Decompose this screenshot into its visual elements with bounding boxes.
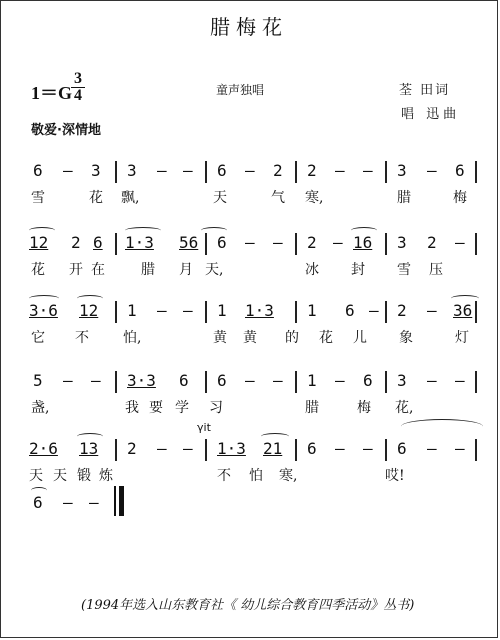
- note: –: [245, 161, 255, 180]
- note: 2: [71, 233, 81, 252]
- time-denominator: 4: [74, 87, 82, 104]
- note: 2·6: [29, 439, 58, 458]
- bar-line: [385, 371, 387, 393]
- note: 6: [345, 301, 355, 320]
- lyric: 不: [217, 468, 231, 484]
- note: –: [369, 301, 379, 320]
- note: –: [335, 161, 345, 180]
- note: 6: [217, 371, 227, 390]
- bar-line: [205, 233, 207, 255]
- note: 6: [93, 233, 103, 252]
- bar-line: [295, 301, 297, 323]
- lyric: 怕: [249, 468, 263, 484]
- note: 6: [33, 161, 43, 180]
- lyric: 哎!: [385, 468, 405, 484]
- notes-row: [23, 439, 483, 463]
- bar-line: [295, 439, 297, 461]
- lyrics-row: [23, 327, 483, 347]
- lyric: 黄: [213, 330, 227, 346]
- note: 6: [217, 233, 227, 252]
- bar-line: [385, 161, 387, 183]
- lyric: 花,: [395, 400, 414, 416]
- lyric: 它: [31, 330, 45, 346]
- note: 2: [427, 233, 437, 252]
- lyric: 炼: [99, 468, 113, 484]
- lyric: 雪: [397, 262, 411, 278]
- expression-mark: 敬爱·深情地: [31, 123, 101, 138]
- note: 2: [307, 233, 317, 252]
- bar-line: [115, 233, 117, 255]
- lyric: 盏,: [31, 400, 50, 416]
- note: 1·3: [125, 233, 154, 252]
- note: 3·6: [29, 301, 58, 320]
- score-system-6: [23, 493, 483, 553]
- lyric: 花: [31, 262, 45, 278]
- lyrics-row: [23, 397, 483, 417]
- lyric: 儿: [353, 330, 367, 346]
- note: 2: [127, 439, 137, 458]
- bar-line: [475, 161, 477, 183]
- note: –: [245, 233, 255, 252]
- score-system-5: [23, 439, 483, 499]
- note: 6: [217, 161, 227, 180]
- note: 36: [453, 301, 473, 320]
- score-system-1: [23, 161, 483, 221]
- notes-row: [23, 233, 483, 257]
- marking-text: γit: [197, 421, 211, 434]
- lyric: 怕,: [123, 330, 142, 346]
- lyricist-credit: 荃 田词: [399, 83, 451, 98]
- lyric: 黄: [243, 330, 257, 346]
- lyric: 锻: [77, 468, 91, 484]
- bar-line: [115, 161, 117, 183]
- note: 21: [263, 439, 283, 458]
- note: –: [455, 233, 465, 252]
- note: –: [273, 371, 283, 390]
- lyric: 天: [53, 468, 67, 484]
- bar-line: [295, 161, 297, 183]
- lyric: 冰: [305, 262, 319, 278]
- note: –: [89, 493, 99, 512]
- bar-line: [385, 301, 387, 323]
- song-title: 腊梅花: [210, 15, 288, 39]
- final-barline-thick: [119, 486, 124, 516]
- note: –: [427, 439, 437, 458]
- note: –: [455, 439, 465, 458]
- bar-line: [115, 439, 117, 461]
- lyric: 气: [271, 190, 285, 206]
- score-system-2: [23, 233, 483, 293]
- lyric: 天,: [205, 262, 224, 278]
- bar-line: [205, 301, 207, 323]
- note: –: [63, 371, 73, 390]
- lyric: 要: [149, 400, 163, 416]
- note: –: [183, 161, 193, 180]
- lyric: 天: [213, 190, 227, 206]
- bar-line: [115, 371, 117, 393]
- note: 1·3: [217, 439, 246, 458]
- composer-credit: 唱 迅曲: [401, 107, 461, 122]
- lyric: 梅: [453, 190, 467, 206]
- note: 3: [397, 371, 407, 390]
- lyric: 腊: [305, 400, 319, 416]
- bar-line: [205, 439, 207, 461]
- bar-line: [295, 233, 297, 255]
- lyric: 在: [91, 262, 105, 278]
- lyric: 的: [285, 330, 299, 346]
- note: –: [183, 301, 193, 320]
- time-numerator: 3: [74, 70, 82, 87]
- note: 56: [179, 233, 199, 252]
- note: –: [335, 371, 345, 390]
- note: 1: [307, 371, 317, 390]
- notes-row: [23, 493, 483, 517]
- lyric: 雪: [31, 190, 45, 206]
- note: 1: [127, 301, 137, 320]
- note: 3: [127, 161, 137, 180]
- lyric: 腊: [141, 262, 155, 278]
- lyric: 封: [351, 262, 365, 278]
- notes-row: [23, 371, 483, 395]
- key-signature: 1＝G: [31, 83, 73, 103]
- bar-line: [115, 301, 117, 323]
- lyrics-row: [23, 465, 483, 485]
- bar-line: [205, 161, 207, 183]
- note: –: [245, 371, 255, 390]
- note: 6: [179, 371, 189, 390]
- note: 1: [217, 301, 227, 320]
- lyric: 不: [75, 330, 89, 346]
- bar-line: [385, 439, 387, 461]
- note: –: [91, 371, 101, 390]
- performance-type: 童声独唱: [216, 83, 265, 97]
- note: –: [63, 493, 73, 512]
- bar-line: [295, 371, 297, 393]
- final-barline-thin: [114, 486, 116, 516]
- score-system-3: [23, 301, 483, 361]
- lyric: 花: [319, 330, 333, 346]
- note: –: [157, 301, 167, 320]
- note: –: [363, 439, 373, 458]
- note: 13: [79, 439, 99, 458]
- bar-line: [475, 233, 477, 255]
- note: 3: [397, 233, 407, 252]
- note: 12: [79, 301, 99, 320]
- note: 6: [307, 439, 317, 458]
- note: 12: [29, 233, 49, 252]
- note: –: [183, 439, 193, 458]
- bar-line: [475, 439, 477, 461]
- lyric: 学: [175, 400, 189, 416]
- notes-row: [23, 161, 483, 185]
- note: –: [335, 439, 345, 458]
- lyric: 压: [429, 262, 443, 278]
- note: 3·3: [127, 371, 156, 390]
- notes-row: [23, 301, 483, 325]
- bar-line: [385, 233, 387, 255]
- note: 3: [91, 161, 101, 180]
- note: –: [455, 371, 465, 390]
- note: 16: [353, 233, 373, 252]
- note: 6: [363, 371, 373, 390]
- note: 6: [397, 439, 407, 458]
- note: 2: [273, 161, 283, 180]
- note: 2: [307, 161, 317, 180]
- lyric: 我: [125, 400, 139, 416]
- lyric: 腊: [397, 190, 411, 206]
- lyric: 花: [89, 190, 103, 206]
- bar-line: [475, 371, 477, 393]
- source-note: (1994年选入山东教育社《 幼儿综合教育四季活动》丛书): [81, 598, 415, 613]
- lyric: 飘,: [121, 190, 140, 206]
- lyric: 开: [69, 262, 83, 278]
- bar-line: [205, 371, 207, 393]
- lyric: 灯: [455, 330, 469, 346]
- bar-line: [475, 301, 477, 323]
- lyric: 月: [179, 262, 193, 278]
- note: –: [427, 161, 437, 180]
- note: –: [427, 301, 437, 320]
- note: 1·3: [245, 301, 274, 320]
- note: –: [157, 439, 167, 458]
- note: 6: [455, 161, 465, 180]
- time-signature: [71, 71, 85, 104]
- note: –: [273, 233, 283, 252]
- note: 5: [33, 371, 43, 390]
- note: –: [157, 161, 167, 180]
- note: 6: [33, 493, 43, 512]
- note: –: [63, 161, 73, 180]
- lyric: 寒,: [305, 190, 324, 206]
- note: –: [333, 233, 343, 252]
- lyrics-row: [23, 187, 483, 207]
- lyric: 象: [399, 330, 413, 346]
- lyric: 习: [209, 400, 223, 416]
- lyric: 寒,: [279, 468, 298, 484]
- note: –: [363, 161, 373, 180]
- lyric: 天: [29, 468, 43, 484]
- tie: [401, 419, 483, 434]
- note: 2: [397, 301, 407, 320]
- note: 1: [307, 301, 317, 320]
- note: –: [427, 371, 437, 390]
- note: 3: [397, 161, 407, 180]
- lyrics-row: [23, 259, 483, 279]
- lyric: 梅: [357, 400, 371, 416]
